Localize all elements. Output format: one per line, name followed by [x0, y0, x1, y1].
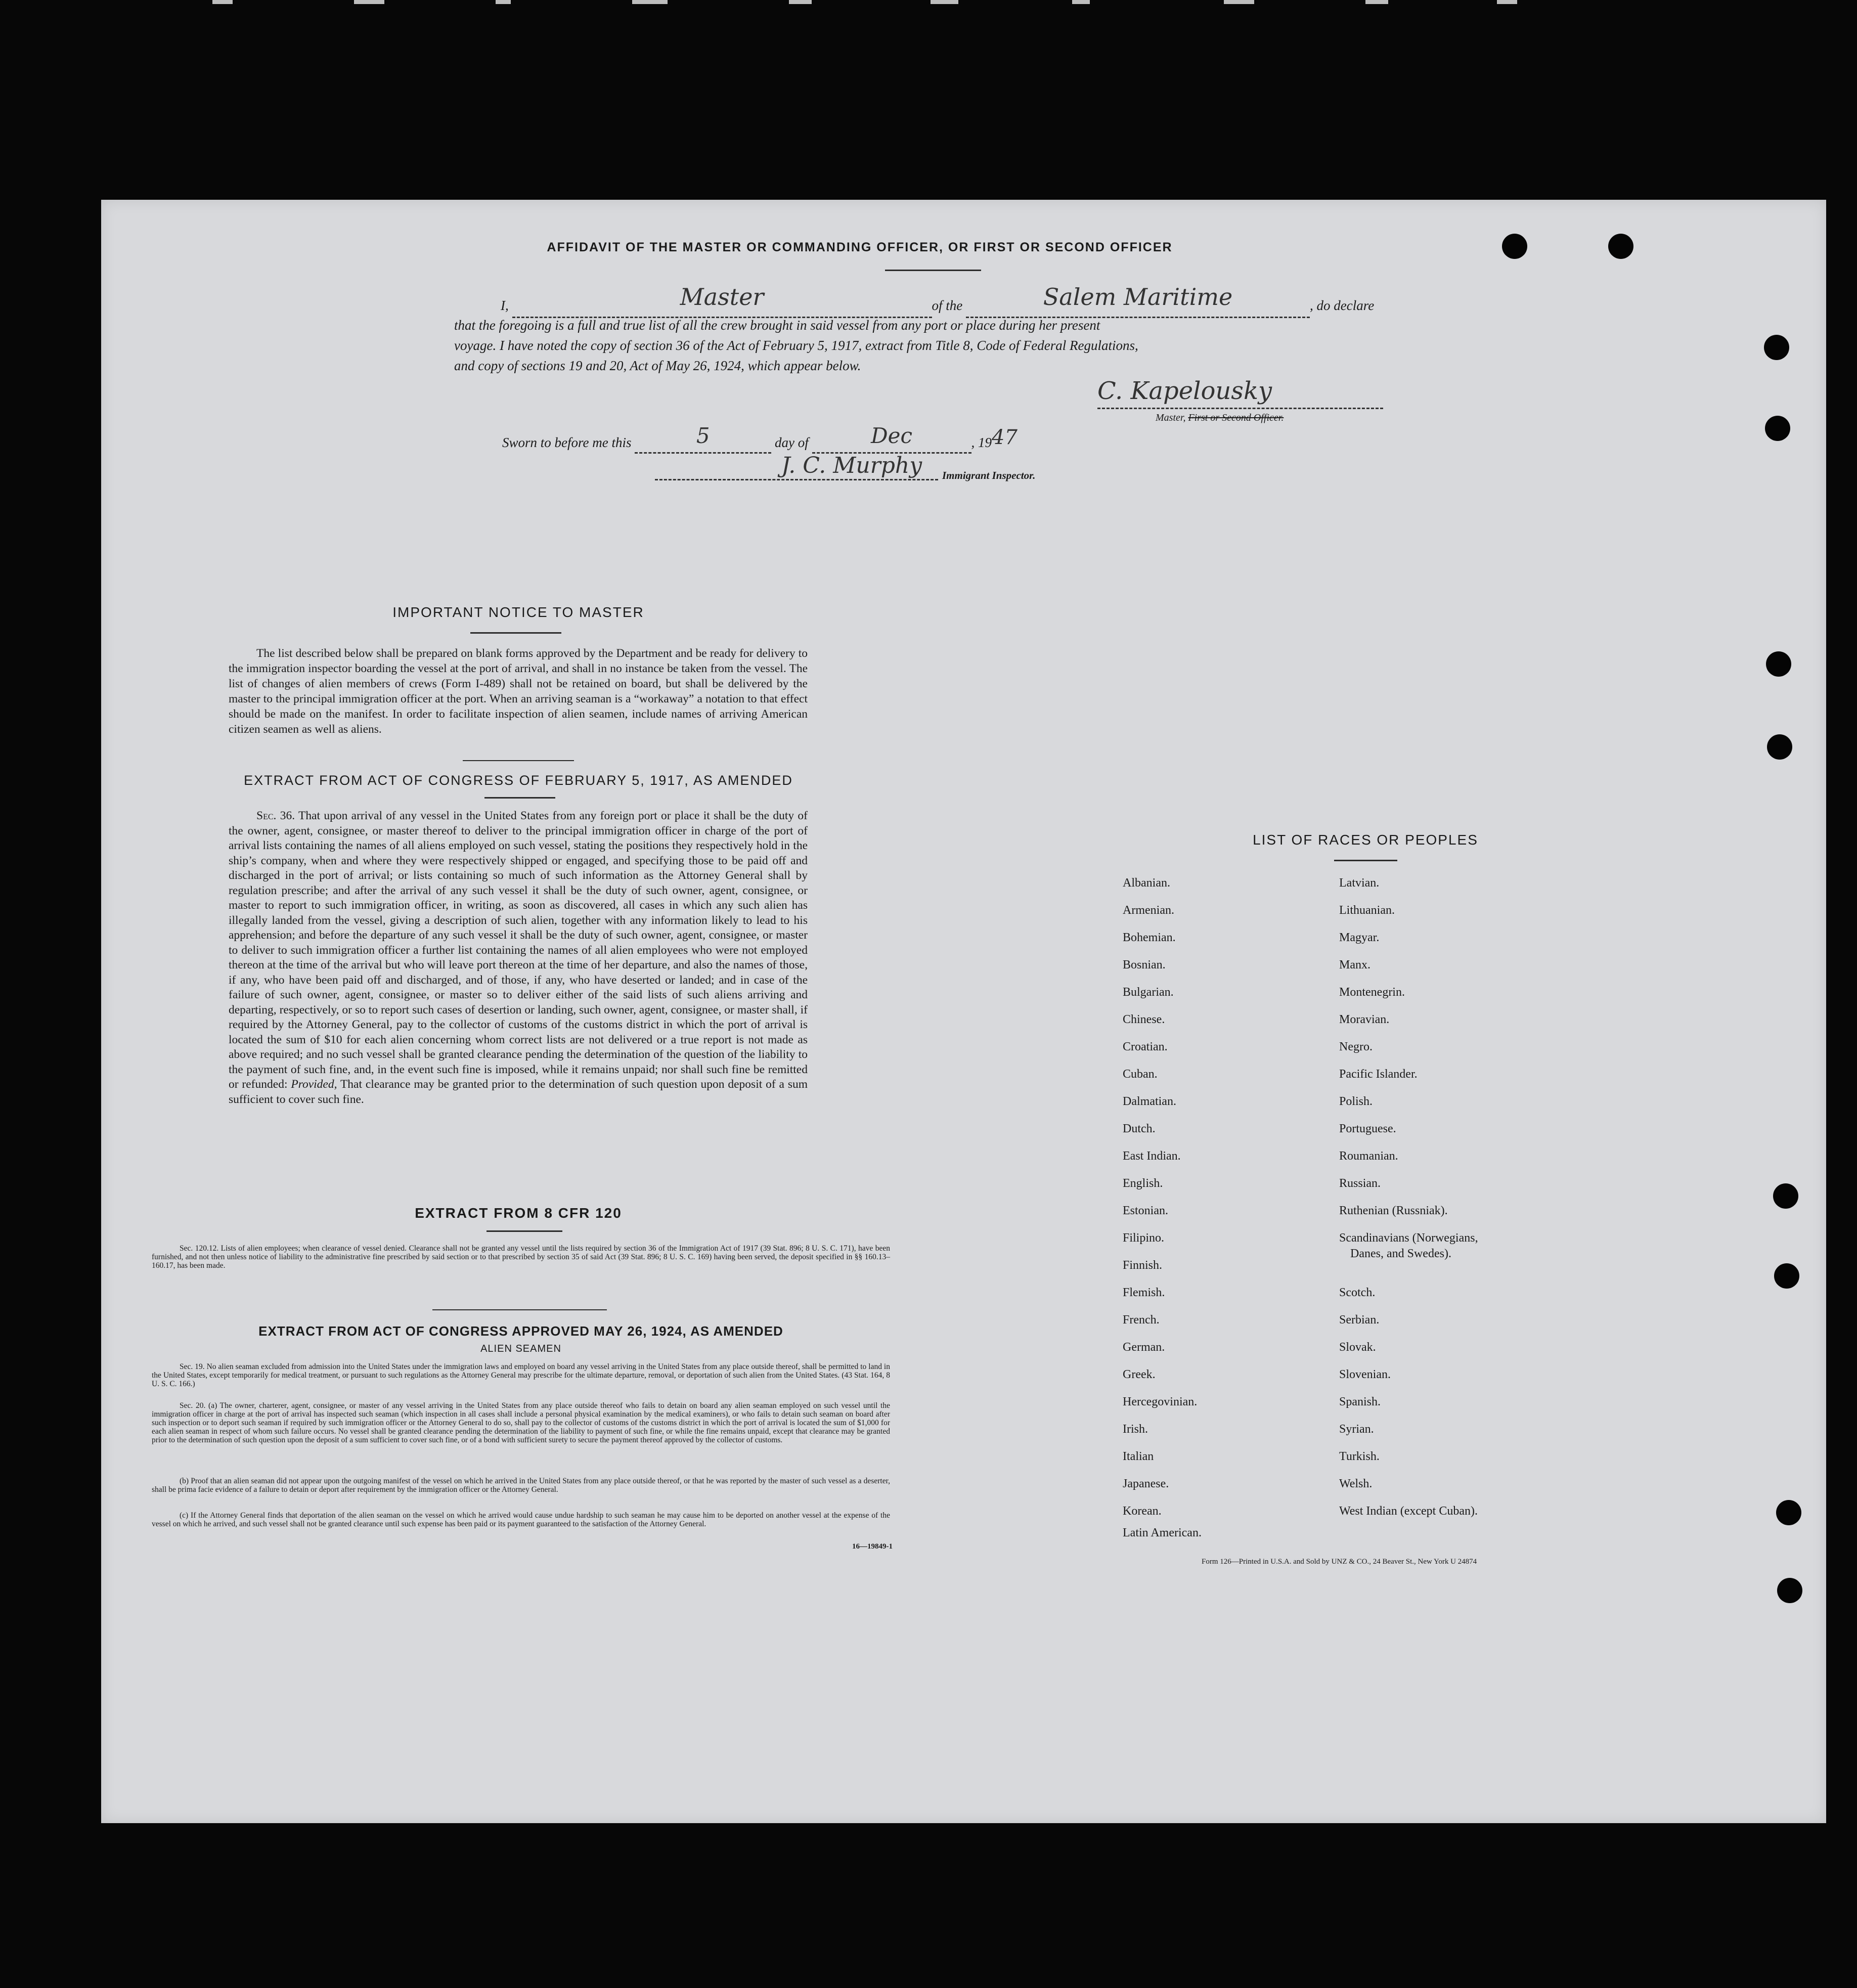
race-item: Korean. [1123, 1505, 1162, 1518]
race-item: Negro. [1339, 1040, 1373, 1053]
races-title: LIST OF RACES OR PEOPLES [1253, 832, 1478, 848]
race-item: Bulgarian. [1123, 986, 1174, 999]
race-item: Irish. [1123, 1423, 1148, 1436]
sec-20b-text: (b) Proof that an alien seaman did not appear upon the outgoing manifest of the vessel on which he arrived in the United States from any place outside thereof, or that he was reported by the master of such vessel as a deserter, shall be prima facie evidence of a failure to detain or deport after requirement by the immigration officer or the Attorney General. [152, 1477, 890, 1494]
race-item: Cuban. [1123, 1068, 1158, 1081]
race-item: Roumanian. [1339, 1150, 1398, 1163]
race-item: Slovak. [1339, 1341, 1376, 1354]
race-item: Montenegrin. [1339, 986, 1405, 999]
race-item: Chinese. [1123, 1013, 1165, 1026]
race-item: Russian. [1339, 1177, 1381, 1190]
film-edge-marks [0, 0, 1857, 15]
race-item: Latvian. [1339, 876, 1380, 890]
race-item: Syrian. [1339, 1423, 1374, 1436]
race-item: Armenian. [1123, 904, 1174, 917]
affidavit-title: AFFIDAVIT OF THE MASTER OR COMMANDING OFFICER, OR FIRST OR SECOND OFFICER [547, 240, 1173, 254]
master-signature: C. Kapelousky [1097, 377, 1272, 405]
inspector-signature-line [655, 479, 938, 480]
race-item: Greek. [1123, 1368, 1156, 1381]
race-item: Lithuanian. [1339, 904, 1395, 917]
extract-cfr-rule [487, 1230, 562, 1232]
race-item: Finnish. [1123, 1259, 1163, 1272]
day-of-label: day of [775, 435, 809, 450]
affidavit-rule [885, 270, 981, 271]
extract-cfr-end-rule [432, 1309, 607, 1310]
notice-end-rule [463, 760, 574, 761]
officer-rank-handwritten: Master [680, 283, 764, 311]
sworn-day-field [635, 423, 771, 454]
race-item: Polish. [1339, 1095, 1373, 1108]
notice-rule [470, 632, 561, 634]
year-handwritten: 47 [992, 426, 1018, 449]
race-item: Turkish. [1339, 1450, 1380, 1463]
race-item: Japanese. [1123, 1477, 1169, 1490]
race-item: Scotch. [1339, 1286, 1376, 1299]
race-item: Danes, and Swedes). [1350, 1247, 1451, 1260]
extract-1917-title: EXTRACT FROM ACT OF CONGRESS OF FEBRUARY 5, 1917, AS AMENDED [244, 773, 793, 788]
notice-body: The list described below shall be prepared on blank forms approved by the Department and be ready for delivery to the immigration inspector boarding the vessel at the port of arrival, and shall in no instance be taken from the vessel. The list of changes of alien members of crews (Form I-489) shall not be retained on board, but shall be delivered by the master to the principal immigration officer at the port. When an arriving seaman is a “workaway” a notation to that effect should be made on the manifest. In order to facilitate inspection of alien seamen, include names of arriving American citizen seamen as well as aliens. [229, 647, 808, 736]
inspector-signature: J. C. Murphy [781, 453, 922, 478]
race-item: Ruthenian (Russniak). [1339, 1204, 1448, 1217]
punch-hole-6 [1767, 734, 1792, 760]
printer-imprint: Form 126—Printed in U.S.A. and Sold by UNZ & CO., 24 Beaver St., New York U 24874 [1202, 1558, 1477, 1566]
races-rule [1334, 860, 1397, 861]
inspector-label: Immigrant Inspector. [942, 469, 1036, 481]
affidavit-line-1: I, Master of the Salem Maritime , do declare [501, 288, 1411, 317]
form-code: 16—19849-1 [852, 1542, 893, 1551]
i-label: I, [501, 298, 509, 313]
race-item: West Indian (except Cuban). [1339, 1505, 1478, 1518]
extract-cfr-title: EXTRACT FROM 8 CFR 120 [415, 1205, 622, 1221]
punch-hole-5 [1766, 651, 1791, 677]
race-item: English. [1123, 1177, 1163, 1190]
extract-1917-body [229, 809, 808, 1107]
race-item: Scandinavians (Norwegians, [1339, 1231, 1478, 1245]
race-item: Italian [1123, 1450, 1154, 1463]
vessel-name-field [966, 283, 1310, 318]
race-item: Bohemian. [1123, 931, 1176, 944]
race-item: Manx. [1339, 958, 1370, 971]
sworn-month-handwritten: Dec [870, 423, 913, 448]
race-item: Welsh. [1339, 1477, 1373, 1490]
race-item: Slovenian. [1339, 1368, 1391, 1381]
extract-1917-rule [484, 797, 555, 799]
race-item: Croatian. [1123, 1040, 1168, 1053]
sworn-label: Sworn to before me this [502, 435, 632, 450]
year-prefix: 19 [978, 435, 992, 450]
race-item: Filipino. [1123, 1231, 1165, 1245]
race-item: Pacific Islander. [1339, 1068, 1418, 1081]
sec-20c-text: (c) If the Attorney General finds that deportation of the alien seaman on the vessel on which he arrived would cause undue hardship to such seaman he may cause him to be deported on another vessel at the expense of the vessel on which he arrived, and such vessel shall not be granted clearance until such expense has been paid or its payment guaranteed to the satisfaction of the Attorney General. [152, 1511, 890, 1528]
sworn-line: Sworn to before me this 5 day of Dec , 1947 [502, 427, 1018, 454]
race-item: Portuguese. [1339, 1122, 1396, 1135]
officer-rank-field [512, 283, 932, 318]
do-declare-label: do declare [1316, 298, 1375, 313]
race-item: French. [1123, 1313, 1160, 1327]
punch-hole-2 [1608, 234, 1633, 259]
sworn-month-field [812, 423, 971, 454]
race-item: Dutch. [1123, 1122, 1156, 1135]
race-item: Magyar. [1339, 931, 1380, 944]
master-signature-line [1097, 408, 1383, 409]
race-item: Hercegovinian. [1123, 1395, 1198, 1408]
sec-19-text: Sec. 19. No alien seaman excluded from admission into the United States under the immigration laws and employed on board any vessel arriving in the United States from any place outside thereof, shall be permitted to land in the United States, except temporarily for medical treatment, or pursuant to such regulations as the Attorney General may prescribe for the ultimate departure, removal, or deportation of such alien from the United States. (43 Stat. 164, 8 U. S. C. 166.) [152, 1362, 890, 1388]
race-item: Dalmatian. [1123, 1095, 1176, 1108]
race-item: Latin American. [1123, 1526, 1202, 1539]
extract-cfr-body: Sec. 120.12. Lists of alien employees; when clearance of vessel denied. Clearance shall not be granted any vessel until the lists required by section 36 of the Immigration Act of 1917 (39 Stat. 896; 8 U. S. C. 171), have been furnished, and not then unless notice of liability to the administrative fine prescribed by said section or to that prescribed by section 35 of said Act (39 Stat. 896; 8 U. S. C. 169) having been served, the deposit specified in §§ 160.13–160.17, has been made. [152, 1244, 890, 1270]
sec-20a-text: Sec. 20. (a) The owner, charterer, agent, consignee, or master of any vessel arriving in the United States from any place outside thereof who fails to detain on board any alien seaman employed on such vessel until the immigration officer in charge at the port of arrival has inspected such seaman (which inspection in all cases shall include a personal physical examination by the medical examiners), or who fails to detain such seaman on board after such inspection or to deport such seaman if required by such immigration officer or the Attorney General to do so, shall pay to the collector of customs of the customs district in which the port of arrival is located the sum of $1,000 for each alien seaman in respect of whom such failure occurs. No vessel shall be granted clearance pending the determination of the liability to payment of such fine, or while the fine remains unpaid, except that clearance may be granted prior to the determination of such question upon the deposit of a sum sufficient to cover such fine, or of a bond with sufficient surety to secure the payment thereof approved by the collector of customs. [152, 1401, 890, 1444]
race-item: Estonian. [1123, 1204, 1168, 1217]
affidavit-line-3: voyage. I have noted the copy of section 36 of the Act of February 5, 1917, extract from Title 8, Code of Federal Regulations, [454, 338, 1138, 353]
punch-hole-7 [1773, 1183, 1798, 1209]
race-item: German. [1123, 1341, 1165, 1354]
punch-hole-8 [1774, 1263, 1799, 1289]
punch-hole-1 [1502, 234, 1527, 259]
alien-seamen-subtitle: ALIEN SEAMEN [480, 1343, 561, 1354]
master-caption-officer: First or Second Officer. [1188, 412, 1284, 423]
master-caption-master: Master, [1156, 412, 1186, 423]
race-item: Serbian. [1339, 1313, 1380, 1327]
race-item: Spanish. [1339, 1395, 1381, 1408]
notice-title: IMPORTANT NOTICE TO MASTER [392, 604, 644, 620]
race-item: Flemish. [1123, 1286, 1165, 1299]
sec-36-text-end: That clearance may be granted prior to the determination of such question upon deposit of a sum sufficient to cover such fine. [229, 1078, 808, 1106]
race-item: Albanian. [1123, 876, 1170, 890]
punch-hole-3 [1764, 335, 1789, 360]
punch-hole-10 [1777, 1578, 1802, 1603]
vessel-name-handwritten: Salem Maritime [1043, 283, 1233, 311]
punch-hole-4 [1765, 416, 1790, 441]
extract-1924-title: EXTRACT FROM ACT OF CONGRESS APPROVED MAY 26, 1924, AS AMENDED [258, 1323, 783, 1339]
affidavit-line-2: that the foregoing is a full and true list of all the crew brought in said vessel from any port or place during her present [454, 318, 1100, 333]
punch-hole-9 [1776, 1500, 1801, 1525]
affidavit-line-4: and copy of sections 19 and 20, Act of May 26, 1924, which appear below. [454, 358, 861, 373]
race-item: East Indian. [1123, 1150, 1181, 1163]
of-the-label: of the [932, 298, 963, 313]
provided-label: Provided, [291, 1078, 337, 1091]
sec-36-label: Sec. 36. [256, 809, 295, 822]
race-item: Moravian. [1339, 1013, 1390, 1026]
master-caption [1156, 412, 1284, 424]
sec-36-text: That upon arrival of any vessel in the United States from any foreign port or place it shall be the duty of the owner, agent, consignee, or master thereof to deliver to the principal immigration officer in charge of the port of arrival lists containing the names of all aliens employed on such vessel, stating the positions they respectively hold in the ship’s company, when and where they were respectively shipped or engaged, and specifying those to be paid off and discharged in the port of arrival; or lists containing so much of such information as the Attorney General shall by regulation prescribe; and after the arrival of any such vessel it shall be the duty of such owner, agent, consignee, or master to report to such immigration officer, in writing, as soon as discovered, all cases in which any such alien has illegally landed from the vessel, giving a description of such alien, together with any information likely to lead to his apprehension; and before the departure of any such vessel it shall be the duty of such owner, agent, consignee, or master to deliver to such immigration officer a further list containing the names of all alien employees who were not employed thereon at the time of the arrival but who will leave port thereon at the time of her departure, and also the names of those, if any, who have been paid off and discharged, and of those, if any, who have deserted or landed; and in case of the failure of such owner, agent, consignee, or master so to deliver either of the said lists of such aliens arriving and departing, respectively, or so to report such cases of desertion or landing, such owner, agent, consignee, or master shall, if required by the Attorney General, pay to the collector of customs of the customs district in which the port of arrival is located the sum of $10 for each alien concerning whom correct lists are not delivered or a true report is not made as above required; and no such vessel shall be granted clearance pending the determination of the question of the liability to the payment of such fine, and, in the event such fine is imposed, while it remains unpaid; nor shall such fine be remitted or refunded: [229, 809, 808, 1091]
sworn-day-handwritten: 5 [696, 423, 710, 448]
race-item: Bosnian. [1123, 958, 1166, 971]
